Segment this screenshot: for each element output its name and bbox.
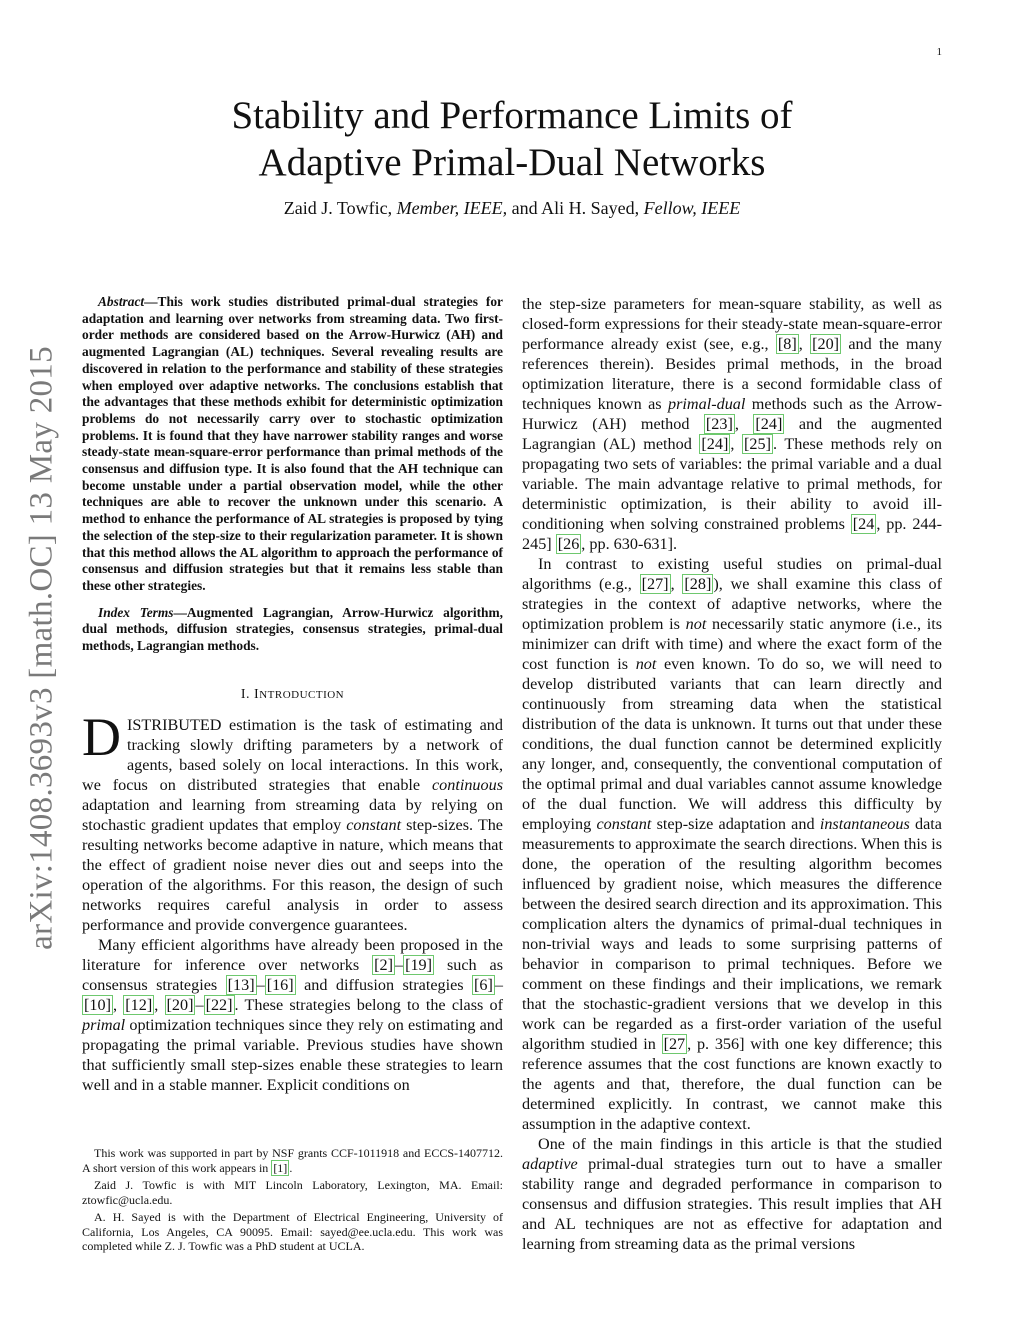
intro-paragraph-2: Many efficient algorithms have already been proposed in the literature for inference over networks [2] – [19] such as consensus strategies [13] – [16] and diffusion strategies [6] –[10] , [12] , [20] – [22] . These strategies belong to the class of primal optimization techniques since they rely on estimating and propagating the primal variable. Previous studies have shown that sufficiently small step-sizes enable these strategies to learn well and in a stable manner. Explicit conditions on [82, 935, 504, 1094]
index-terms [82, 605, 503, 655]
citation-link[interactable]: [24] [701, 435, 729, 453]
citation-link[interactable]: [27] [641, 575, 669, 593]
intro-paragraph-3: In contrast to existing useful studies on primal-dual algorithms (e.g., [27] , [28] ), we shall examine this class of strategies in the context of adaptive networks, where the optimization problem is not necessarily static anymore (i.e., its minimizer can drift with time) and where the exact form of the cost function is not even known. To do so, we will need to develop distributed variants that can learn directly and continuously from streaming data when the statistical distribution of the data is unknown. It turns out that under these conditions, the dual function cannot be determined explicitly any longer, and, consequently, the conventional computation of the optimal primal and dual variables cannot assume knowledge of the dual function. We will address this difficulty by employing constant step-size adaptation and instantaneous data measurements to approximate the search directions. When this is done, the operation of the resulting algorithm becomes influenced by gradient noise, which measures the difference between the desired search direction and its approximation. This complication alters the dynamics of primal-dual techniques in non-trivial ways and leads to some surprising patterns of behavior in comparison to primal techniques. Before we comment on these findings and their implications, we remark that the stochastic-gradient versions that we develop in this work can be regarded as a first-order variation of the useful algorithm studied in [27 , p. 356] with one key difference; this reference assumes that the cost functions are known exactly to the agents and that, therefore, the dual function can be determined explicitly. In contrast, we cannot make this assumption in the adaptive context. [522, 555, 943, 1133]
citation-link[interactable]: [26 [557, 535, 580, 553]
title-line-2: Adaptive Primal-Dual Networks [258, 141, 766, 184]
citation-link[interactable]: [20] [812, 335, 840, 353]
section-heading-introduction: I. INTRODUCTION [240, 686, 345, 702]
author-1-role: Member, IEEE, [396, 198, 508, 218]
index-terms-label: Index Terms [98, 604, 174, 620]
page-number: 1 [936, 46, 942, 58]
citation-link[interactable]: [10] [84, 995, 111, 1014]
author-1: Zaid J. Towfic, [283, 198, 393, 218]
footnotes [82, 1146, 503, 1257]
author-conj: and [511, 198, 538, 218]
intro-paragraph-1: DISTRIBUTED estimation is the task of estimating and tracking slowly drifting parameters by a network of agents, based solely on local interactions. In this work, we focus on distributed strategies that enable continuous adaptation and learning from streaming data by relying on stochastic gradient updates that employ constant step-sizes. The resulting networks become adaptive in nature, which means that the effect of gradient noise never dies out and seeps into the operation of the algorithms. For this reason, the design of such networks requires careful analysis in order to assess performance and provide convergence guarantees. [82, 706, 503, 934]
citation-link[interactable]: [20] [166, 995, 194, 1014]
citation-link[interactable]: [12] [125, 995, 153, 1014]
footnote-funding: This work was supported in part by NSF grants CCF-1011918 and ECCS-1407712. A short version of this work appears in [1] . [82, 1146, 503, 1175]
intro-paragraph-4: One of the main findings in this article is that the studied adaptive primal-dual strategies turn out to have a smaller stability range and degraded performance in comparison to consensus and diffusion strategies. This result implies that AH and AL techniques are not as effective for adaptation and learning from streaming data as the primal versions [522, 1135, 942, 1253]
index-terms-text: —Augmented Lagrangian, Arrow-Hurwicz algorithm, dual methods, diffusion strategies, consensus strategies, primal-dual methods, Lagrangian methods. [82, 604, 503, 654]
abstract-label: Abstract [98, 294, 145, 309]
citation-link[interactable]: [24] [755, 415, 783, 433]
paper-title [0, 92, 1024, 186]
citation-link[interactable]: [13] [227, 975, 255, 994]
citation-link[interactable]: [8] [777, 335, 797, 353]
left-column [82, 294, 503, 1095]
drop-cap: D [82, 706, 121, 767]
citation-link[interactable]: [28] [684, 575, 712, 593]
arxiv-stamp: arXiv:1408.3693v3 [math.OC] 13 May 2015 [23, 346, 60, 950]
right-column [522, 294, 942, 1254]
footnote-author-2: A. H. Sayed is with the Department of Electrical Engineering, University of California, Los Angeles, CA 90095. Email: sayed@ee.ucla.edu. This work was completed while Z. J. Towfic was a PhD student at UCLA. [82, 1210, 503, 1253]
author-2-role: Fellow, IEEE [643, 198, 741, 218]
abstract-text: —This work studies distributed primal-dual strategies for adaptation and learning over networks from streaming data. Two first-order methods are considered based on the Arrow-Hurwicz (AH) and augmented Lagrangian (AL) techniques. Several revealing results are discovered in relation to the performance and stability of these strategies when employed over adaptive networks. The conclusions establish that the advantages that these methods exhibit for deterministic optimization problems do not necessarily carry over to stochastic optimization problems. It is found that they have narrower stability ranges and worse steady-state mean-square-error performance than primal methods of the consensus and diffusion type. It is also found that the AH technique can become unstable under a partial observation model, while the other techniques are able to recover the unknown under this scenario. A method to enhance the performance of AL strategies is proposed by tying the selection of the step-size to their regularization parameter. It is shown that this method allows the AL algorithm to approach the performance of consensus and diffusion strategies but that it remains less stable than these other strategies. [82, 294, 503, 593]
citation-link[interactable]: [24 [852, 515, 875, 533]
citation-link[interactable]: [27 [663, 1035, 686, 1053]
citation-link[interactable]: [6] [474, 975, 493, 994]
citation-link[interactable]: [2] [374, 955, 393, 974]
intro-paragraph-2-cont: the step-size parameters for mean-square stability, as well as closed-form expressions for their steady-state mean-square-error performance already exist (see, e.g., [8] , [20] and the many references therein). Besides primal methods, in the broad optimization literature, there is a second formidable class of techniques known as primal-dual methods such as the Arrow-Hurwicz (AH) method [23] , [24] and the augmented Lagrangian (AL) method [24] , [25] . These methods rely on propagating two sets of variables: the primal variable and a dual variable. The main advantage relative to primal methods, for deterministic optimization, is their ability to avoid ill-conditioning when solving constrained problems [24 , pp. 244-245] [26 , pp. 630-631]. [522, 295, 943, 553]
citation-link[interactable]: [23] [705, 415, 733, 433]
citation-link[interactable]: [16] [266, 975, 294, 994]
author-line [0, 198, 1024, 219]
footnote-author-1: Zaid J. Towfic is with MIT Lincoln Laboratory, Lexington, MA. Email: ztowfic@ucla.edu. [82, 1178, 503, 1207]
citation-link[interactable]: [19] [405, 955, 433, 974]
abstract [82, 294, 503, 595]
citation-link[interactable]: [25] [744, 435, 771, 453]
citation-link[interactable]: [1] [273, 1160, 288, 1175]
author-2: Ali H. Sayed, [541, 198, 640, 218]
citation-link[interactable]: [22] [205, 995, 233, 1014]
title-line-1: Stability and Performance Limits of [231, 94, 793, 137]
